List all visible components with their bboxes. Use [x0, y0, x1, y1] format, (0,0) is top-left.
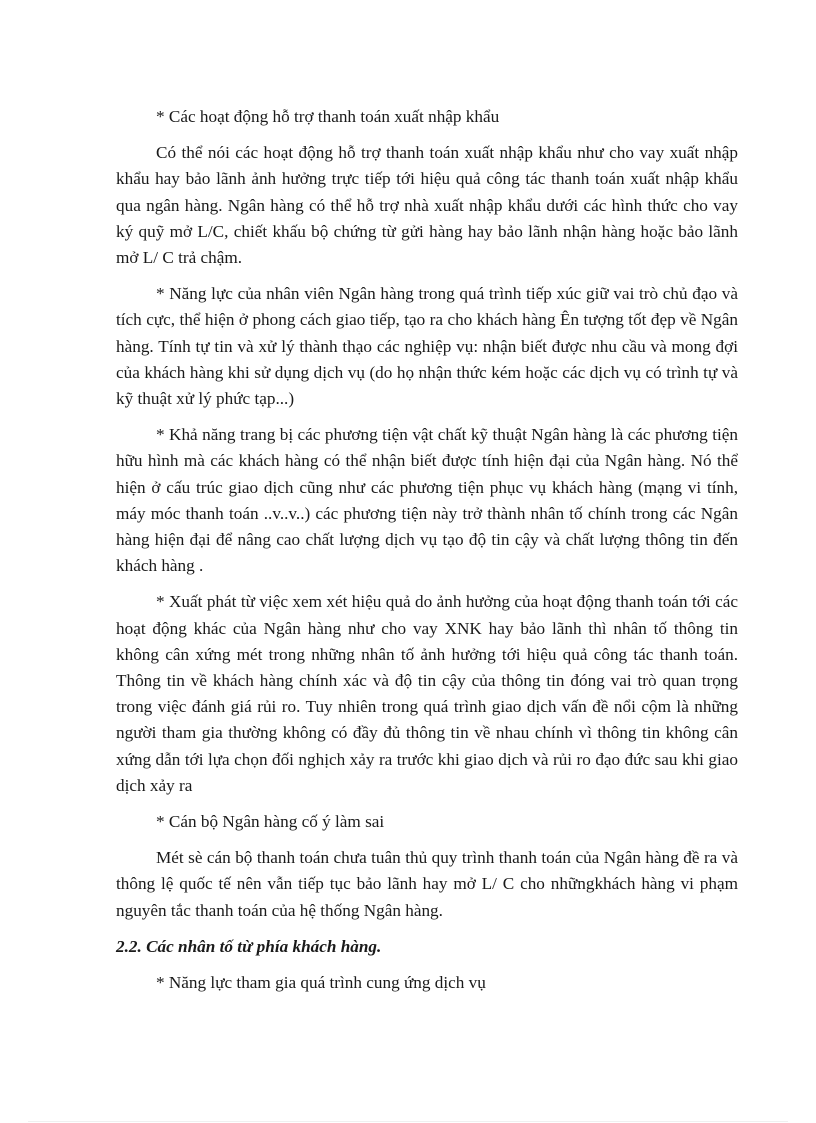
section-heading: 2.2. Các nhân tố từ phía khách hàng.: [116, 936, 382, 956]
paragraph-staff-misconduct-heading: * Cán bộ Ngân hàng cố ý làm sai: [156, 812, 385, 832]
document-page: [116, 104, 738, 996]
paragraph-export-support: Có thể nói các hoạt động hỗ trợ thanh toán xuất nhập khẩu như cho vay xuất nhập khẩu hay bảo lãnh ảnh hưởng trực tiếp tới hiệu quả công tác thanh toán xuất nhập khẩu qua ngân hàng. Ngân hàng có thể hỗ trợ nhà xuất nhập khẩu dưới các hình thức cho vay ký quỹ mở L/C, chiết khấu bộ chứng từ gửi hàng hay bảo lãnh nhận hàng hoặc bảo lãnh mở L/ C trả chậm.: [116, 143, 738, 268]
paragraph-information-asymmetry: * Xuất phát từ việc xem xét hiệu quả do ảnh hưởng của hoạt động thanh toán tới các hoạt động khác của Ngân hàng như cho vay XNK hay bảo lãnh thì nhân tố thông tin không cân xứng mét trong những nhân tố ảnh hưởng tới hiệu quả công tác thanh toán. Thông tin về khách hàng chính xác và độ tin cậy của thông tin đóng vai trò quan trọng trong việc đánh giá rủi ro. Tuy nhiên trong quá trình giao dịch vấn đề nổi cộm là những người tham gia thường không có đầy đủ thông tin về nhau chính vì thông tin không cân xứng dẫn tới lựa chọn đối nghịch xảy ra trước khi giao dịch và rủi ro đạo đức sau khi giao dịch xảy ra: [116, 592, 738, 795]
page-bottom-divider: [28, 1121, 788, 1122]
paragraph-staff-misconduct: Mét sè cán bộ thanh toán chưa tuân thủ quy trình thanh toán của Ngân hàng đề ra và thông lệ quốc tế nên vẫn tiếp tục bảo lãnh hay mở L/ C cho nhữngkhách hàng vi phạm nguyên tắc thanh toán của hệ thống Ngân hàng.: [116, 848, 738, 920]
paragraph-technical-facilities: * Khả năng trang bị các phương tiện vật chất kỹ thuật Ngân hàng là các phương tiện hữu hình mà các khách hàng có thể nhận biết được tính hiện đại của Ngân hàng. Nó thể hiện ở cấu trúc giao dịch cũng như các phương tiện phục vụ khách hàng (mạng vi tính, máy móc thanh toán ..v..v..) các phương tiện này trở thành nhân tố chính trong các Ngân hàng hiện đại để nâng cao chất lượng dịch vụ tạo độ tin cậy và chất lượng thông tin đến khách hàng .: [116, 425, 738, 576]
paragraph-staff-capability: * Năng lực của nhân viên Ngân hàng trong quá trình tiếp xúc giữ vai trò chủ đạo và tích cực, thể hiện ở phong cách giao tiếp, tạo ra cho khách hàng Ên tượng tốt đẹp về Ngân hàng. Tính tự tin và xử lý thành thạo các nghiệp vụ: nhận biết được nhu cầu và mong đợi của khách hàng khi sử dụng dịch vụ (do họ nhận thức kém hoặc các dịch vụ có trình tự và kỹ thuật xử lý phức tạp...): [116, 284, 738, 409]
paragraph-export-support-heading: * Các hoạt động hỗ trợ thanh toán xuất nhập khẩu: [156, 107, 500, 126]
paragraph-customer-capability: * Năng lực tham gia quá trình cung ứng dịch vụ: [156, 973, 486, 993]
